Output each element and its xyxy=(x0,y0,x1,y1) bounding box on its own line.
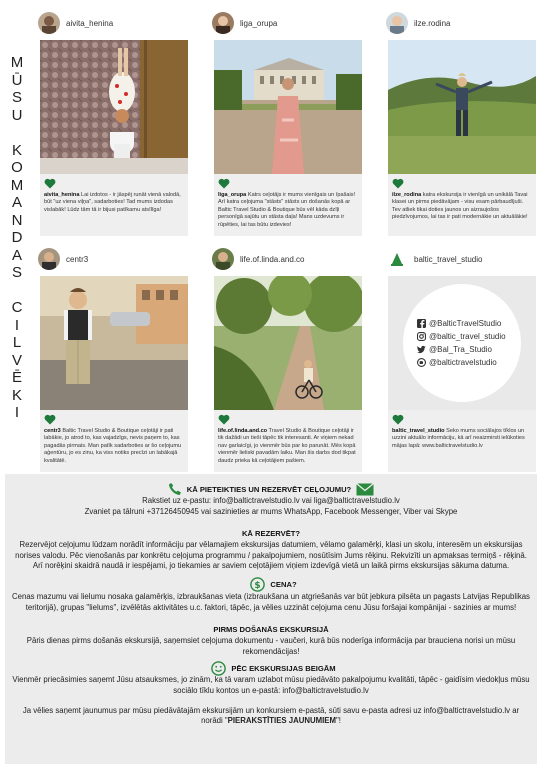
social-instagram[interactable] xyxy=(417,330,506,343)
vertical-title xyxy=(6,54,28,422)
envelope-icon xyxy=(356,483,374,496)
contact-phone-line: Zvaniet pa tālruni +37126450945 vai sazinieties ar mums WhatsApp, Facebook Messenger, Viber vai Skype xyxy=(84,506,458,516)
facebook-handle: @BalticTravelStudio xyxy=(429,319,502,328)
title-letter: O xyxy=(11,159,23,176)
post-caption xyxy=(40,410,188,472)
title-letter: M xyxy=(10,54,24,71)
facebook-icon xyxy=(417,319,426,328)
caption-user[interactable]: centr3 xyxy=(44,428,61,434)
section-title: KĀ PIETEIKTIES UN REZERVĒT CEĻOJUMU? xyxy=(186,484,352,494)
heart-icon[interactable] xyxy=(44,178,56,189)
title-letter: K xyxy=(11,386,22,404)
heart-icon[interactable] xyxy=(392,414,404,425)
section-heading xyxy=(5,482,537,496)
heart-icon[interactable] xyxy=(218,178,230,189)
caption-text xyxy=(44,428,184,465)
post-caption xyxy=(388,174,536,236)
section-heading xyxy=(5,622,537,636)
twitter-icon xyxy=(417,345,426,354)
heart-icon[interactable] xyxy=(218,414,230,425)
heart-icon[interactable] xyxy=(44,414,56,425)
social-draugiem[interactable] xyxy=(417,356,497,369)
heart-icon[interactable] xyxy=(392,178,404,189)
post-caption xyxy=(214,174,362,236)
avatar[interactable] xyxy=(212,248,234,270)
instagram-handle: @baltic_travel_studio xyxy=(429,332,506,341)
caption-text xyxy=(392,192,532,222)
newsletter-text xyxy=(5,706,537,727)
title-letter: N xyxy=(11,211,23,229)
title-letter: A xyxy=(11,194,22,211)
title-letter: L xyxy=(12,334,22,351)
contact-email-line: Rakstiet uz e-pastu: info@baltictravelstudio.lv vai liga@baltictravelstudio.lv xyxy=(142,496,400,505)
section-body: Vienmēr priecāsimies saņemt Jūsu atsauksmes, jo zinām, ka tā varam uzlabot mūsu piedāvāto pakalpojumu kvalitāti, tāpēc - gaidīsim viedokļus mūsu sociālo tīklu kontos un e-pastā: info@baltictravelstudio.lv xyxy=(12,675,530,695)
title-letter: S xyxy=(11,264,22,281)
social-twitter[interactable] xyxy=(417,343,492,356)
section-heading xyxy=(5,578,537,592)
smiley-icon xyxy=(211,661,226,676)
section-body: Cenas mazumu vai lielumu nosaka galamērķis, izbraukšanas vieta (izbraukšana un atgriešanās var būt jebkura pilsēta un pagasts Latvijas Republikas teritorijā), grupas "lielums", izvēlētās aktivitātes u.c. faktori, tāpēc, ja vēlies uzzināt ceļojuma cenu Jūsu foršajai kompānijai - sazinies ar mums! xyxy=(12,591,530,612)
avatar[interactable] xyxy=(386,248,408,270)
section-heading xyxy=(5,661,537,675)
draugiem-handle: @baltictravelstudio xyxy=(429,358,497,367)
post-card xyxy=(386,10,536,236)
caption-body: Baltic Travel Studio & Boutique ceļotāji ir pati labākie, jo atrod to, kas vajadzīgs, nevis paņem to, kas pagadās pirmais. Man patīk sadarboties ar šo ceļojumu aģentūru, jo es zinu, ka viss notiks precīzi un labākajā kvalitātē. xyxy=(44,428,182,464)
title-letter: A xyxy=(11,246,22,264)
svg-text:$: $ xyxy=(254,581,262,592)
post-photo[interactable] xyxy=(388,40,536,174)
caption-user[interactable]: baltic_travel_studio xyxy=(392,428,445,434)
post-header xyxy=(386,10,536,36)
social-facebook[interactable] xyxy=(417,317,501,330)
caption-text xyxy=(218,428,358,465)
title-letter: Ē xyxy=(11,369,22,386)
post-header xyxy=(38,246,188,272)
post-caption xyxy=(388,410,536,472)
post-card xyxy=(386,246,536,472)
avatar[interactable] xyxy=(212,12,234,34)
post-photo[interactable] xyxy=(40,276,188,410)
caption-user[interactable]: liga_orupa xyxy=(218,192,247,198)
post-handle[interactable]: aivita_henina xyxy=(66,18,114,28)
title-letter: I xyxy=(14,316,20,334)
post-card xyxy=(212,10,362,236)
avatar[interactable] xyxy=(386,12,408,34)
newsletter-keyword: PIERAKSTĪTIES JAUNUMIEM xyxy=(227,716,336,726)
grid-row xyxy=(38,10,536,236)
twitter-handle: @Bal_Tra_Studio xyxy=(429,345,492,354)
post-caption xyxy=(40,174,188,236)
title-letter: I xyxy=(14,404,20,421)
post-header xyxy=(386,246,536,272)
post-header xyxy=(212,246,362,272)
title-letter: U xyxy=(11,106,23,124)
grid-row xyxy=(38,246,536,472)
post-header xyxy=(38,10,188,36)
phone-icon xyxy=(168,482,182,496)
post-photo[interactable] xyxy=(214,40,362,174)
caption-text xyxy=(218,192,358,229)
post-card xyxy=(38,246,188,472)
post-handle[interactable]: liga_orupa xyxy=(240,18,278,28)
title-letter: Ū xyxy=(11,71,23,89)
title-letter: V xyxy=(11,351,22,369)
post-card xyxy=(212,246,362,472)
title-letter: C xyxy=(11,299,23,316)
caption-body: Travel Studio & Boutique ceļotāji ir tik dažādi un tieši tāpēc tik interesanti. Ar viņiem nekad nav garlaicīgi, jo vienmēr būs par ko parunāt. Mēs kopā vienmēr lieliski pavadām laiku. Man šis darbs dod tikpat daudz prieka kā ceļotājiem pašiem. xyxy=(218,428,356,464)
avatar[interactable] xyxy=(38,248,60,270)
post-photo[interactable] xyxy=(214,276,362,410)
title-letter: K xyxy=(11,141,22,159)
title-letter: D xyxy=(11,229,23,246)
caption-user[interactable]: life.of.linda.and.co xyxy=(218,428,268,434)
section-title: PĒC EKSKURSIJAS BEIGĀM xyxy=(231,663,336,673)
caption-text xyxy=(44,192,184,214)
instagram-grid xyxy=(38,10,536,472)
section-title: PIRMS DOŠANĀS EKSKURSIJĀ xyxy=(213,624,329,634)
avatar[interactable] xyxy=(38,12,60,34)
social-links-panel xyxy=(388,276,536,410)
caption-user[interactable]: ilze_rodina xyxy=(392,192,422,198)
section-title: CENA? xyxy=(270,580,297,590)
title-letter: M xyxy=(10,176,24,194)
post-photo[interactable] xyxy=(40,40,188,174)
post-handle[interactable]: centr3 xyxy=(66,254,89,264)
post-card xyxy=(38,10,188,236)
dollar-icon xyxy=(250,577,265,592)
title-letter: S xyxy=(11,89,22,106)
post-handle[interactable]: life.of.linda.and.co xyxy=(240,254,305,264)
social-links-circle xyxy=(403,284,521,402)
caption-body: Katrs ceļotājs ir mums vienīgais un īpašais! Arī katra ceļojuma "stāsts" stāsts un došanās kopā ar Baltic Travel Studio & Boutique būs vēl kāda dzīļi personīgā sajūtu un stāsta daļa! Mans uzdevums ir rūpēties, lai tas būtu izdevies! xyxy=(218,192,356,228)
newsletter-end: "! xyxy=(335,716,341,726)
section-heading xyxy=(5,526,537,540)
section-body: Rezervējot ceļojumu lūdzam norādīt informāciju par vēlamajiem ekskursijas datumiem, vēlamo galamērķi, klasi un skolu, interesēm un ekskursijas norises valodu. Pēc vienošanās par konkrētu ceļojuma programmu / pakalpojumiem, nosūtīsim Jums rēķinu. Rekvizīti un apmaksas termiņš - rēķinā. Arī norēķini skaidrā naudā ir iespējami, jo tiekamies ar saviem ceļotājiem viņiem izdevīgā vietā un laikā pirms ekskursijas sākuma datuma. xyxy=(15,540,527,571)
post-handle[interactable]: baltic_travel_studio xyxy=(414,254,483,264)
section-body: Pāris dienas pirms došanās ekskursijā, saņemsiet ceļojuma dokumentu - vaučeri, kurā būs noderīga informācija par brauciena norisi un mūsu rekomendācijas! xyxy=(26,636,516,656)
newsletter-body: Ja vēlies saņemt jaunumus par mūsu piedāvātajām ekskursijām un konkursiem e-pastā, sūti savu e-pasta adresi uz info@baltictravelstudio.lv ar norādi " xyxy=(22,705,520,726)
caption-body: Seko mums sociālajos tīklos un uzzini aktuālo informāciju, kā arī neaizmirsti ielūkoties mājas lapā: www.baltictravelstudio.lv xyxy=(392,428,525,449)
caption-user[interactable]: aivita_henina xyxy=(44,192,80,198)
draugiem-icon xyxy=(417,358,426,367)
caption-body: Lai izdotos - ir jāspēj runāt vienā valodā, būt "uz viena viļņa", sadarboties! Tad mums izdodas vislabāk! Lūdz tām tā ir bijusi patīkamu atsīlīga! xyxy=(44,192,181,213)
info-panel xyxy=(5,474,537,764)
post-caption xyxy=(214,410,362,472)
instagram-icon xyxy=(417,332,426,341)
post-handle[interactable]: ilze.rodina xyxy=(414,18,451,28)
section-title: KĀ REZERVĒT? xyxy=(241,528,301,538)
post-header xyxy=(212,10,362,36)
caption-text xyxy=(392,428,532,450)
caption-body: katra ekskursija ir vienīgā un unikālā Tavai klasei un pirms piedāvājam - visu esam pārbaudījuši. Tev atliek tikai doties jaunos un aizraujošos piedzīvojumos, lai tas ir pati modernākie un aktuālākie! xyxy=(392,192,528,221)
